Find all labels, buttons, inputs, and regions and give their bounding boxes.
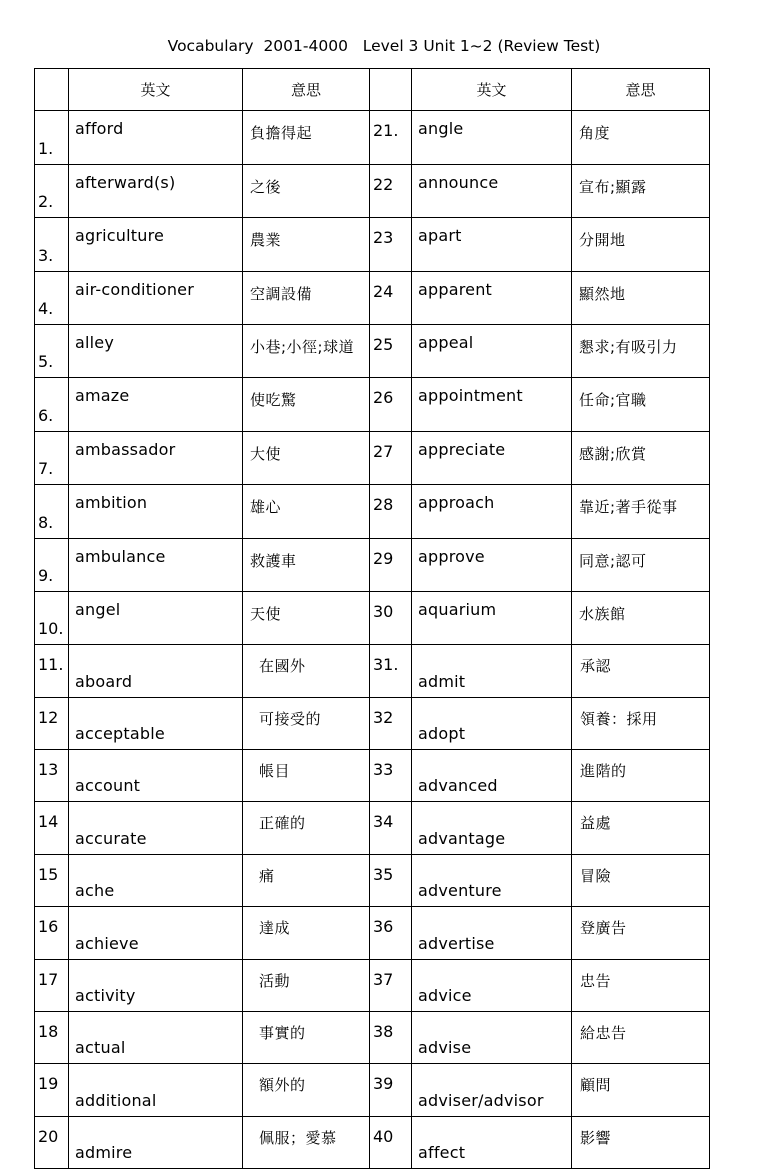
english-word: apparent [412,271,572,324]
chinese-meaning: 任命;官職 [572,378,710,431]
english-word: ambition [69,485,243,538]
item-number: 20 [35,1116,69,1168]
item-number: 23 [370,218,412,271]
chinese-meaning: 顧問 [572,1064,710,1116]
chinese-meaning: 小巷;小徑;球道 [243,324,370,377]
chinese-meaning: 懇求;有吸引力 [572,324,710,377]
item-number: 27 [370,431,412,484]
english-word: additional [69,1064,243,1116]
english-word: adviser/advisor [412,1064,572,1116]
item-number: 14 [35,802,69,854]
chinese-meaning: 領養：採用 [572,697,710,749]
english-word: advertise [412,907,572,959]
english-word: advanced [412,750,572,802]
table-row [35,271,710,324]
chinese-meaning: 雄心 [243,485,370,538]
table-row [35,538,710,591]
english-word: announce [412,164,572,217]
item-number: 5. [35,324,69,377]
english-word: appointment [412,378,572,431]
english-word: achieve [69,907,243,959]
english-word: actual [69,1012,243,1064]
table-row [35,218,710,271]
header-number [35,69,69,111]
table-row [35,111,710,164]
chinese-meaning: 感謝;欣賞 [572,431,710,484]
english-word: accurate [69,802,243,854]
item-number: 6. [35,378,69,431]
chinese-meaning: 承認 [572,645,710,697]
header-number [370,69,412,111]
english-word: adopt [412,697,572,749]
chinese-meaning: 空調設備 [243,271,370,324]
item-number: 39 [370,1064,412,1116]
table-row [35,697,710,749]
table-row [35,1012,710,1064]
item-number: 15 [35,854,69,906]
chinese-meaning: 農業 [243,218,370,271]
table-body [35,111,710,1169]
item-number: 29 [370,538,412,591]
english-word: admit [412,645,572,697]
table-row [35,324,710,377]
chinese-meaning: 給忠告 [572,1012,710,1064]
english-word: account [69,750,243,802]
english-word: apart [412,218,572,271]
chinese-meaning: 額外的 [243,1064,370,1116]
table-row [35,431,710,484]
item-number: 24 [370,271,412,324]
english-word: amaze [69,378,243,431]
item-number: 8. [35,485,69,538]
english-word: affect [412,1116,572,1168]
english-word: ache [69,854,243,906]
english-word: advice [412,959,572,1011]
item-number: 16 [35,907,69,959]
item-number: 36 [370,907,412,959]
english-word: acceptable [69,697,243,749]
chinese-meaning: 忠告 [572,959,710,1011]
english-word: aboard [69,645,243,697]
chinese-meaning: 宣布;顯露 [572,164,710,217]
item-number: 22 [370,164,412,217]
item-number: 28 [370,485,412,538]
table-row [35,378,710,431]
item-number: 33 [370,750,412,802]
table-row [35,1116,710,1168]
english-word: advantage [412,802,572,854]
english-word: agriculture [69,218,243,271]
english-word: appreciate [412,431,572,484]
english-word: angel [69,591,243,644]
english-word: activity [69,959,243,1011]
english-word: admire [69,1116,243,1168]
chinese-meaning: 天使 [243,591,370,644]
english-word: aquarium [412,591,572,644]
item-number: 3. [35,218,69,271]
item-number: 12 [35,697,69,749]
table-row [35,1064,710,1116]
chinese-meaning: 帳目 [243,750,370,802]
item-number: 32 [370,697,412,749]
english-word: air-conditioner [69,271,243,324]
chinese-meaning: 大使 [243,431,370,484]
chinese-meaning: 正確的 [243,802,370,854]
chinese-meaning: 靠近;著手從事 [572,485,710,538]
table-row [35,854,710,906]
item-number: 4. [35,271,69,324]
table-row [35,907,710,959]
table-row [35,485,710,538]
item-number: 7. [35,431,69,484]
chinese-meaning: 進階的 [572,750,710,802]
item-number: 34 [370,802,412,854]
chinese-meaning: 事實的 [243,1012,370,1064]
item-number: 9. [35,538,69,591]
chinese-meaning: 冒險 [572,854,710,906]
item-number: 2. [35,164,69,217]
item-number: 26 [370,378,412,431]
chinese-meaning: 影響 [572,1116,710,1168]
chinese-meaning: 達成 [243,907,370,959]
english-word: approach [412,485,572,538]
chinese-meaning: 分開地 [572,218,710,271]
english-word: approve [412,538,572,591]
vocabulary-table [34,68,710,1169]
table-row [35,802,710,854]
chinese-meaning: 可接受的 [243,697,370,749]
page-title: Vocabulary 2001-4000 Level 3 Unit 1~2 (Review Test) [167,37,601,55]
table-row [35,164,710,217]
header-meaning: 意思 [572,69,710,111]
english-word: appeal [412,324,572,377]
item-number: 17 [35,959,69,1011]
english-word: afterward(s) [69,164,243,217]
item-number: 35 [370,854,412,906]
item-number: 10. [35,591,69,644]
chinese-meaning: 同意;認可 [572,538,710,591]
english-word: ambassador [69,431,243,484]
english-word: advise [412,1012,572,1064]
english-word: adventure [412,854,572,906]
english-word: alley [69,324,243,377]
item-number: 21. [370,111,412,164]
chinese-meaning: 佩服；愛慕 [243,1116,370,1168]
item-number: 38 [370,1012,412,1064]
english-word: ambulance [69,538,243,591]
english-word: afford [69,111,243,164]
item-number: 18 [35,1012,69,1064]
table-header-row [35,69,710,111]
item-number: 25 [370,324,412,377]
item-number: 30 [370,591,412,644]
english-word: angle [412,111,572,164]
item-number: 31. [370,645,412,697]
chinese-meaning: 角度 [572,111,710,164]
item-number: 13 [35,750,69,802]
table-row [35,591,710,644]
header-meaning: 意思 [243,69,370,111]
chinese-meaning: 痛 [243,854,370,906]
chinese-meaning: 負擔得起 [243,111,370,164]
item-number: 37 [370,959,412,1011]
chinese-meaning: 在國外 [243,645,370,697]
chinese-meaning: 活動 [243,959,370,1011]
chinese-meaning: 益處 [572,802,710,854]
table-row [35,645,710,697]
item-number: 40 [370,1116,412,1168]
chinese-meaning: 救護車 [243,538,370,591]
item-number: 19 [35,1064,69,1116]
chinese-meaning: 之後 [243,164,370,217]
header-english: 英文 [69,69,243,111]
chinese-meaning: 使吃驚 [243,378,370,431]
chinese-meaning: 登廣告 [572,907,710,959]
item-number: 1. [35,111,69,164]
table-row [35,750,710,802]
chinese-meaning: 顯然地 [572,271,710,324]
header-english: 英文 [412,69,572,111]
item-number: 11. [35,645,69,697]
table-row [35,959,710,1011]
chinese-meaning: 水族館 [572,591,710,644]
